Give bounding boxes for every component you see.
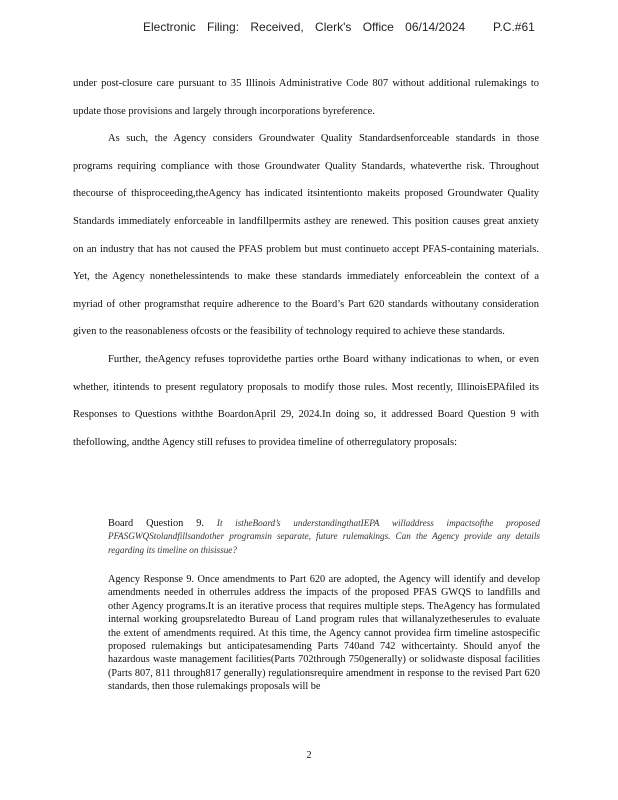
paragraph-3: Further, theAgency refuses toprovidethe parties orthe Board withany indicationas to when, or even whether, itintends to present regulatory proposals to modify those rules. Most recently, IllinoisEPAfiled its Responses to Questions withthe BoardonApril 29, 2024.In doing so, it addressed Board Question 9 with thefollowing, andthe Agency still refuses to providea timeline of otherregulatory proposals: [73,353,539,448]
paragraph-2: As such, the Agency considers Groundwater Quality Standardsenforceable standards in those programs requiring compliance with those Groundwater Quality Standards, whateverthe risk. Throughout thecourse of thisproceeding,theAgency has indicated itsintentionto makeits proposed Groundwater Quality Standards immediately enforceable in landfillpermits asthey are renewed. This position causes great anxiety on an industry that has not caused the PFAS problem but must continueto accept PFAS-containing materials. Yet, the Agency nonethelessintends to make these standards immediately enforceablein the context of a myriad of other programsthat require adherence to the Board’s Part 620 standards withoutany consideration given to the reasonableness ofcosts or the feasibility of technology required to achieve these standards. [73,133,539,338]
board-question-quote [108,517,540,557]
public-comment-number: P.C.#61 [493,20,535,34]
paragraph-1: under post-closure care pursuant to 35 Illinois Administrative Code 807 without additional rulemakings to update those provisions and largely through incorporations byreference. [73,78,539,117]
document-body [73,70,539,456]
board-question-label: Board Question 9. [108,518,204,529]
filing-stamp: Electronic Filing: Received, Clerk's Office 06/14/2024 [143,20,466,34]
agency-response-quote: Agency Response 9. Once amendments to Part 620 are adopted, the Agency will identify and develop amendments needed in otherrules address the impacts of the proposed PFAS GWQS to landfills and other Agency programs.It is an iterative process that requires multiple steps. TheAgency has formulated internal working groupsrelatedto Bureau of Land program rules that willanalyzetheserules to evaluate the extent of amendments required. At this time, the Agency cannot providea firm timeline astospecific proposed rulemakings but anticipatesamending Parts 740and 742 withcertainty. Should anyof the hazardous waste management facilities(Parts 702through 750generally) or solidwaste disposal facilities (Parts 807, 811 through817 generally) regulationsrequire amendment in response to the revised Part 620 standards, then those rulemakings proposals will be [108,574,540,693]
page-number: 2 [306,750,312,761]
board-question-text: It istheBoard’s understandingthatIEPA willaddress impactsofthe proposed PFASGWQStolandfillsandother programsin separate, future rulemakings. Can the Agency provide any details regarding its timeline on thisissue? [108,518,540,555]
